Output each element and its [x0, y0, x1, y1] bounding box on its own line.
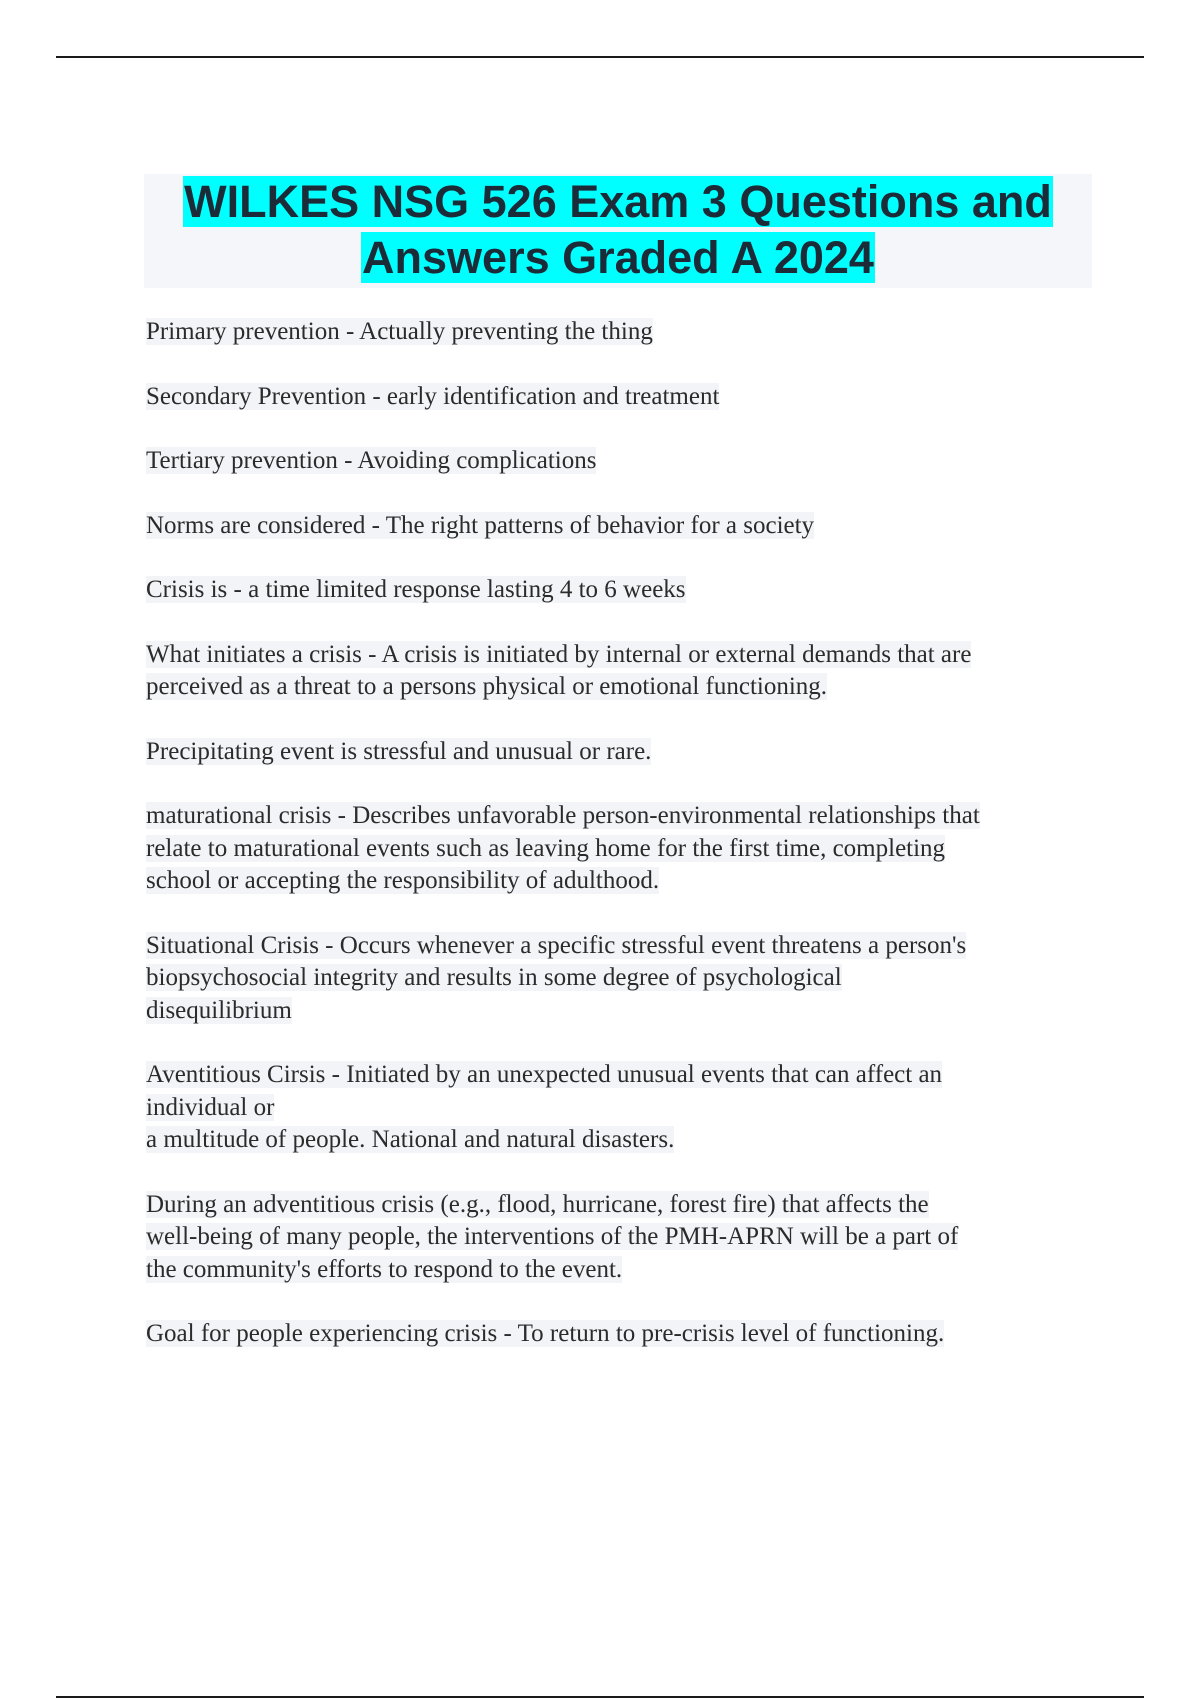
qa-entry: Crisis is - a time limited response lasting 4 to 6 weeks: [146, 576, 686, 603]
qa-entry: Situational Crisis - Occurs whenever a specific stressful event threatens a person's biopsychosocial integrity and results in some degree of psychological disequilibrium: [146, 931, 967, 1024]
qa-entry: Tertiary prevention - Avoiding complications: [146, 447, 597, 474]
qa-entry: Norms are considered - The right patterns of behavior for a society: [146, 511, 815, 539]
qa-entry: During an adventitious crisis (e.g., flood, hurricane, forest fire) that affects the well-being of many people, the interventions of the PMH-APRN will be a part of the community's efforts to respond to the event.: [146, 1190, 959, 1283]
qa-list: [146, 316, 1096, 1383]
document-title: [144, 174, 1092, 288]
qa-entry: maturational crisis - Describes unfavorable person-environmental relationships that relate to maturational events such as leaving home for the first time, completing school or accepting the responsibility of adulthood.: [146, 802, 980, 894]
qa-entry: Goal for people experiencing crisis - To return to pre-crisis level of functioning.: [146, 1320, 945, 1347]
qa-entry: Aventitious Cirsis - Initiated by an unexpected unusual events that can affect an individual or a multitude of people. National and natural disasters.: [146, 1061, 943, 1153]
title-line-1: WILKES NSG 526 Exam 3 Questions and: [184, 176, 1052, 227]
bottom-rule: [56, 1696, 1144, 1698]
qa-entry: What initiates a crisis - A crisis is initiated by internal or external demands that are perceived as a threat to a persons physical or emotional functioning.: [146, 640, 972, 700]
qa-entry: Secondary Prevention - early identification and treatment: [146, 382, 720, 410]
title-line-2: Answers Graded A 2024: [362, 232, 874, 283]
qa-entry: Precipitating event is stressful and unusual or rare.: [146, 737, 652, 765]
top-rule: [56, 56, 1144, 58]
qa-entry: Primary prevention - Actually preventing the thing: [146, 318, 653, 345]
